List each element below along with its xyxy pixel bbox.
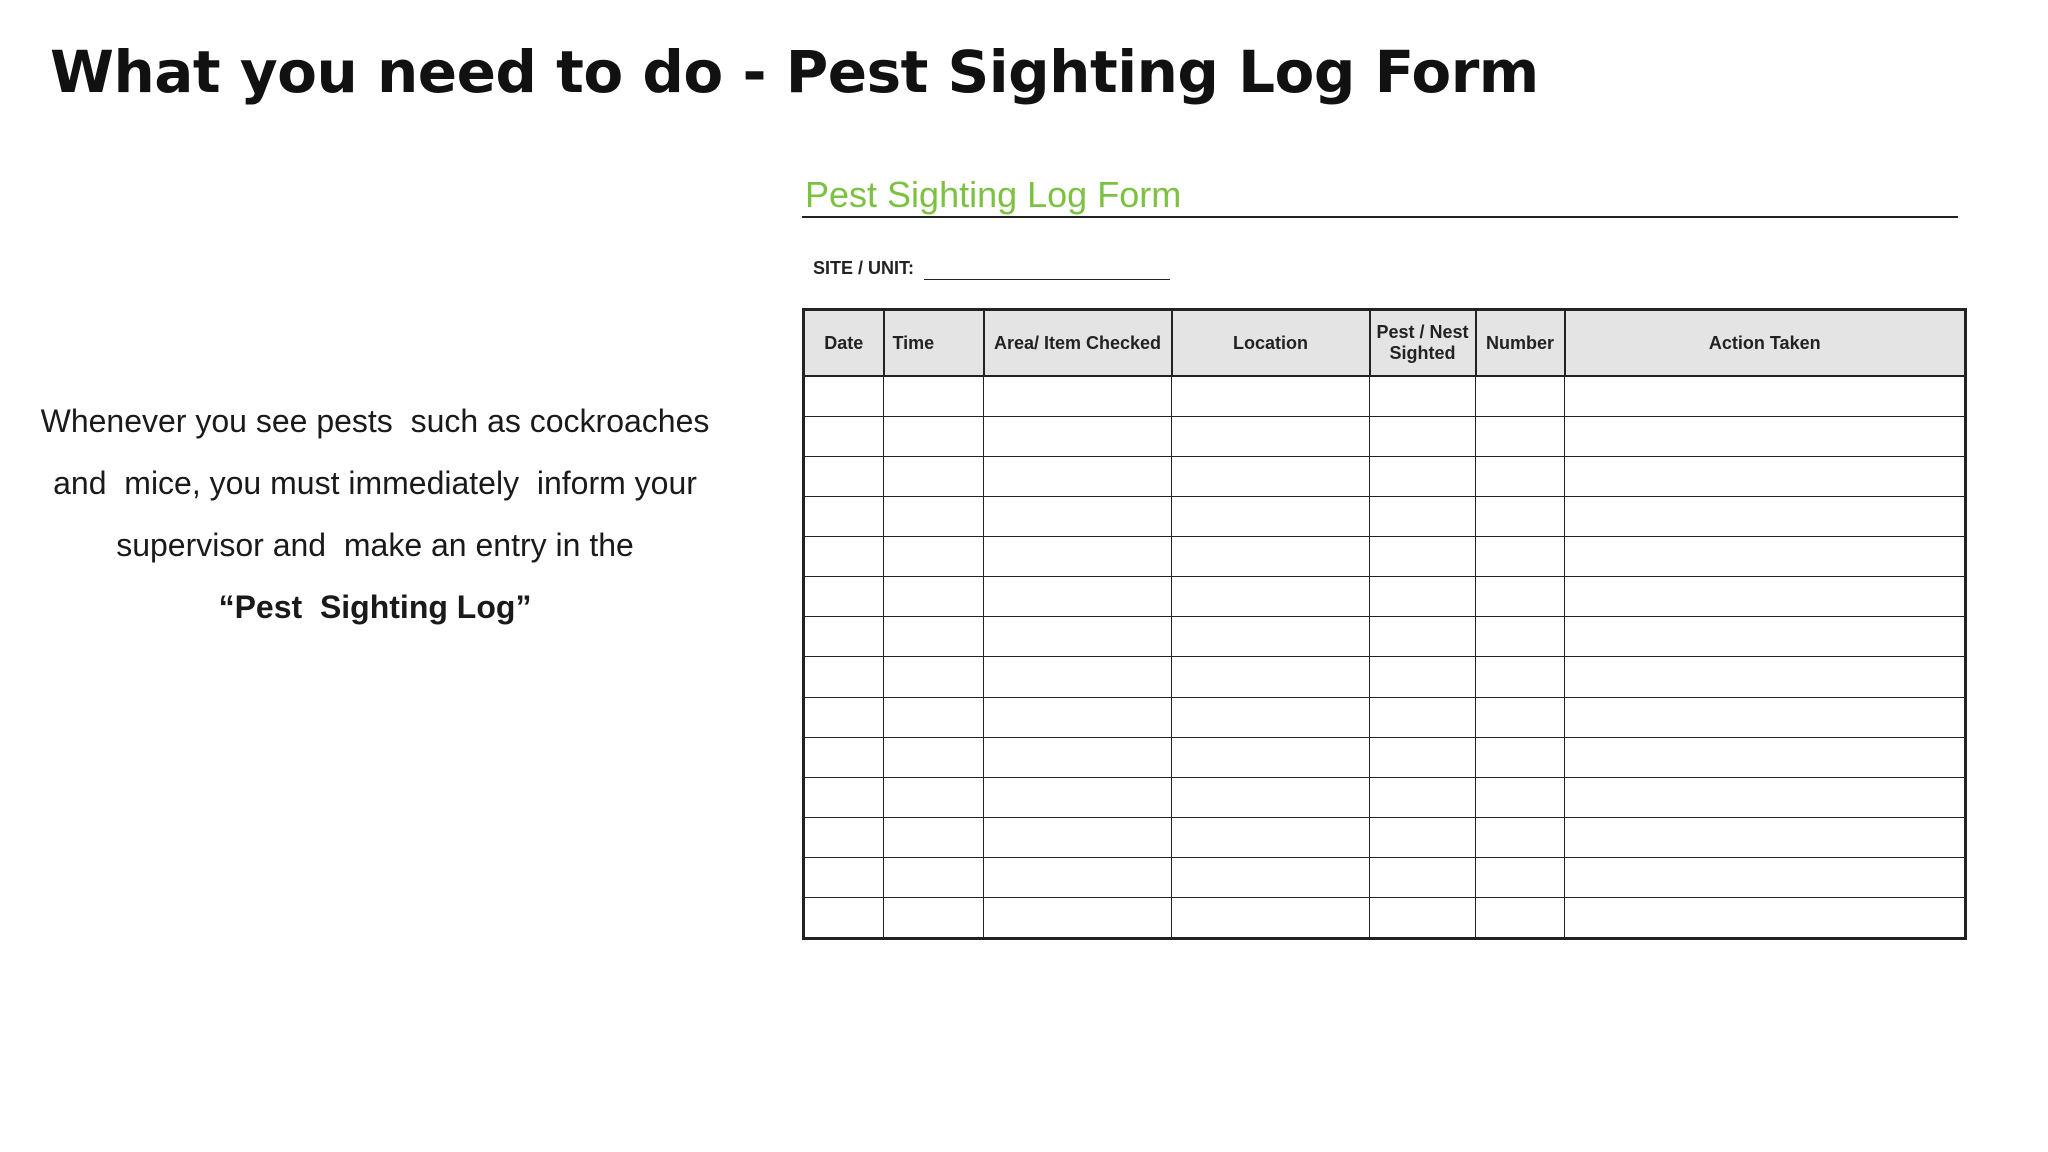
form-title: Pest Sighting Log Form bbox=[805, 174, 1182, 215]
table-cell bbox=[1565, 537, 1966, 577]
table-cell bbox=[1370, 857, 1476, 897]
table-cell bbox=[884, 737, 984, 777]
table-cell bbox=[1370, 657, 1476, 697]
table-cell bbox=[1172, 737, 1370, 777]
column-header-date: Date bbox=[804, 310, 884, 377]
table-cell bbox=[804, 577, 884, 617]
table-row bbox=[804, 697, 1966, 737]
table-body bbox=[804, 376, 1966, 939]
table-cell bbox=[804, 537, 884, 577]
table-cell bbox=[1565, 617, 1966, 657]
table-cell bbox=[884, 537, 984, 577]
pest-log-table bbox=[802, 308, 1967, 940]
table-cell bbox=[984, 737, 1172, 777]
column-header-pest-nest-sighted: Pest / Nest Sighted bbox=[1370, 310, 1476, 377]
table-cell bbox=[884, 417, 984, 457]
table-cell bbox=[1565, 737, 1966, 777]
instruction-line-2: and mice, you must immediately inform your bbox=[53, 465, 697, 501]
table-cell bbox=[1172, 497, 1370, 537]
table-cell bbox=[1476, 817, 1565, 857]
table-cell bbox=[1172, 577, 1370, 617]
table-cell bbox=[984, 457, 1172, 497]
table-cell bbox=[1370, 617, 1476, 657]
table-cell bbox=[984, 817, 1172, 857]
table-cell bbox=[1172, 657, 1370, 697]
table-cell bbox=[804, 617, 884, 657]
table-row bbox=[804, 617, 1966, 657]
table-cell bbox=[1370, 737, 1476, 777]
table-cell bbox=[804, 697, 884, 737]
table-cell bbox=[804, 457, 884, 497]
table-cell bbox=[1370, 417, 1476, 457]
column-header-time: Time bbox=[884, 310, 984, 377]
table-cell bbox=[1172, 897, 1370, 938]
table-cell bbox=[804, 737, 884, 777]
table-cell bbox=[884, 376, 984, 417]
table-cell bbox=[884, 497, 984, 537]
site-unit-label: SITE / UNIT: bbox=[813, 258, 915, 278]
table-cell bbox=[1370, 697, 1476, 737]
table-cell bbox=[884, 697, 984, 737]
table-row bbox=[804, 897, 1966, 938]
table-cell bbox=[804, 657, 884, 697]
table-cell bbox=[1370, 777, 1476, 817]
table-cell bbox=[984, 497, 1172, 537]
table-cell bbox=[984, 577, 1172, 617]
form-title-rule bbox=[802, 216, 1958, 218]
table-cell bbox=[1476, 376, 1565, 417]
table-cell bbox=[1565, 376, 1966, 417]
table-cell bbox=[804, 857, 884, 897]
table-cell bbox=[1476, 577, 1565, 617]
table-cell bbox=[1476, 897, 1565, 938]
table-cell bbox=[804, 376, 884, 417]
table-cell bbox=[1370, 897, 1476, 938]
table-cell bbox=[804, 417, 884, 457]
table-cell bbox=[1565, 897, 1966, 938]
table-row bbox=[804, 857, 1966, 897]
table-row bbox=[804, 537, 1966, 577]
instruction-emphasis: “Pest Sighting Log” bbox=[218, 589, 532, 625]
table-row bbox=[804, 417, 1966, 457]
table-cell bbox=[1565, 697, 1966, 737]
table-cell bbox=[1476, 497, 1565, 537]
table-cell bbox=[1370, 817, 1476, 857]
column-header-area-item-checked: Area/ Item Checked bbox=[984, 310, 1172, 377]
table-cell bbox=[984, 537, 1172, 577]
table-cell bbox=[1172, 697, 1370, 737]
table-cell bbox=[1476, 657, 1565, 697]
slide-title: What you need to do - Pest Sighting Log Form bbox=[50, 38, 1539, 106]
table-cell bbox=[884, 457, 984, 497]
table-cell bbox=[884, 857, 984, 897]
table-cell bbox=[1476, 777, 1565, 817]
instruction-text bbox=[10, 390, 740, 638]
table-cell bbox=[1370, 497, 1476, 537]
table-cell bbox=[1370, 537, 1476, 577]
table-cell bbox=[804, 777, 884, 817]
table-row bbox=[804, 457, 1966, 497]
table-row bbox=[804, 817, 1966, 857]
instruction-line-1: Whenever you see pests such as cockroaches bbox=[40, 403, 710, 439]
table-cell bbox=[884, 777, 984, 817]
table-cell bbox=[1476, 857, 1565, 897]
table-cell bbox=[984, 897, 1172, 938]
column-header-action-taken: Action Taken bbox=[1565, 310, 1966, 377]
table-row bbox=[804, 376, 1966, 417]
table-cell bbox=[884, 657, 984, 697]
table-cell bbox=[1172, 376, 1370, 417]
table-header-row bbox=[804, 310, 1966, 377]
table-cell bbox=[1565, 577, 1966, 617]
column-header-location: Location bbox=[1172, 310, 1370, 377]
table-cell bbox=[984, 697, 1172, 737]
table-cell bbox=[804, 497, 884, 537]
table-cell bbox=[884, 897, 984, 938]
table-cell bbox=[984, 417, 1172, 457]
table-cell bbox=[1565, 497, 1966, 537]
table-row bbox=[804, 777, 1966, 817]
instruction-line-3: supervisor and make an entry in the bbox=[116, 527, 634, 563]
table-cell bbox=[1370, 577, 1476, 617]
table-row bbox=[804, 657, 1966, 697]
table-cell bbox=[1370, 376, 1476, 417]
table-cell bbox=[884, 617, 984, 657]
table-cell bbox=[804, 817, 884, 857]
table-row bbox=[804, 737, 1966, 777]
table-cell bbox=[1565, 657, 1966, 697]
table-cell bbox=[1476, 537, 1565, 577]
table-cell bbox=[1172, 857, 1370, 897]
table-cell bbox=[1565, 457, 1966, 497]
table-cell bbox=[1476, 737, 1565, 777]
table-cell bbox=[1565, 857, 1966, 897]
table-cell bbox=[984, 657, 1172, 697]
table-cell bbox=[1370, 457, 1476, 497]
table-cell bbox=[1172, 457, 1370, 497]
table-cell bbox=[884, 817, 984, 857]
table-cell bbox=[1476, 417, 1565, 457]
site-unit-blank-line bbox=[924, 279, 1170, 280]
table-cell bbox=[1476, 457, 1565, 497]
table-cell bbox=[1172, 537, 1370, 577]
table-cell bbox=[884, 577, 984, 617]
table-cell bbox=[984, 857, 1172, 897]
table-row bbox=[804, 577, 1966, 617]
table-cell bbox=[984, 376, 1172, 417]
table-cell bbox=[984, 617, 1172, 657]
table-cell bbox=[1172, 777, 1370, 817]
table-cell bbox=[1565, 417, 1966, 457]
table-cell bbox=[1565, 817, 1966, 857]
table-cell bbox=[1476, 617, 1565, 657]
table-cell bbox=[1172, 817, 1370, 857]
table-cell bbox=[1476, 697, 1565, 737]
table-cell bbox=[1172, 417, 1370, 457]
table-row bbox=[804, 497, 1966, 537]
table-cell bbox=[1565, 777, 1966, 817]
column-header-number: Number bbox=[1476, 310, 1565, 377]
table-cell bbox=[1172, 617, 1370, 657]
table-cell bbox=[804, 897, 884, 938]
table-cell bbox=[984, 777, 1172, 817]
